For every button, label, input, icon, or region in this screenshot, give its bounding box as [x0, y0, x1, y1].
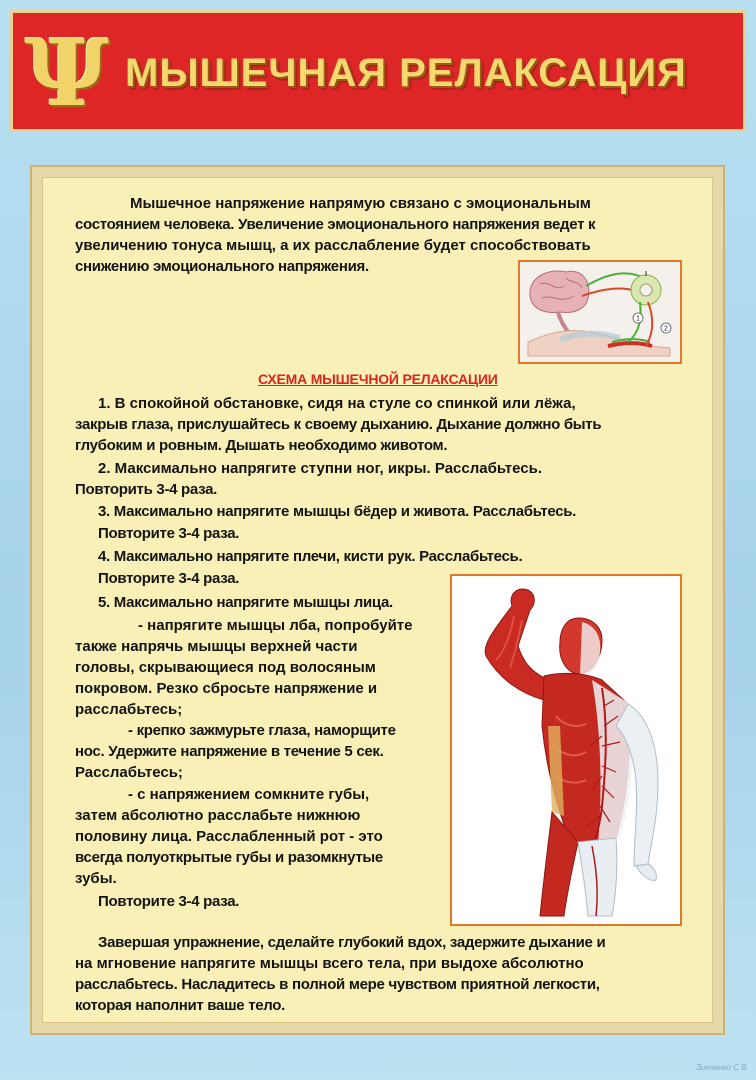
conclusion-line-2: на мгновение напрягите мышцы всего тела, при выдохе абсолютно — [75, 955, 584, 972]
intro-line-1: Мышечное напряжение напрямую связано с эмоциональным — [130, 195, 591, 212]
muscle-anatomy-drawing — [452, 576, 680, 924]
step5-line-5: покровом. Резко сбросьте напряжение и — [75, 680, 378, 697]
intro-line-4: снижению эмоционального напряжения. — [75, 258, 369, 275]
header-banner — [10, 10, 746, 132]
conclusion-line-3: расслабьтесь. Насладитесь в полной мере чувством приятной легкости, — [75, 976, 600, 993]
step2-line-2: Повторить 3-4 раза. — [75, 481, 218, 498]
step5-line-8: нос. Удержите напряжение в течение 5 сек. — [75, 743, 384, 760]
step5-line-3: также напрячь мышцы верхней части — [75, 638, 358, 655]
step5-line-11: затем абсолютно расслабьте нижнюю — [75, 807, 361, 824]
nervous-system-illustration — [518, 260, 682, 364]
step5-line-12: половину лица. Расслабленный рот - это — [75, 828, 383, 845]
intro-line-3: увеличению тонуса мышц, а их расслабление будет способствовать — [75, 237, 591, 254]
nervous-system-drawing — [520, 262, 680, 362]
step5-line-14: зубы. — [75, 870, 117, 887]
step5-line-7: - крепко зажмурьте глаза, наморщите — [128, 722, 396, 739]
step5-line-1: 5. Максимально напрягите мышцы лица. — [98, 594, 393, 611]
step4-line-1: 4. Максимально напрягите плечи, кисти рук. Расслабьтесь. — [98, 548, 523, 565]
step5-line-10: - с напряжением сомкните губы, — [128, 786, 370, 803]
conclusion-line-1: Завершая упражнение, сделайте глубокий вдох, задержите дыхание и — [98, 934, 606, 951]
step1-line-1: 1. В спокойной обстановке, сидя на стуле со спинкой или лёжа, — [98, 395, 576, 412]
step1-line-3: глубоким и ровным. Дышать необходимо животом. — [75, 437, 448, 454]
author-signature: Зинченко С.В. — [696, 1063, 749, 1072]
diagram-label-2: 2 — [664, 325, 668, 333]
step3-line-1: 3. Максимально напрягите мышцы бёдер и живота. Расслабьтесь. — [98, 503, 577, 520]
step5-line-13: всегда полуоткрытые губы и разомкнутые — [75, 849, 383, 866]
step3-line-2: Повторите 3-4 раза. — [98, 525, 240, 542]
step5-line-6: расслабьтесь; — [75, 701, 183, 718]
step5-line-15: Повторите 3-4 раза. — [98, 893, 240, 910]
intro-line-2: состоянием человека. Увеличение эмоционального напряжения ведет к — [75, 216, 596, 233]
psi-logo-icon: Ψ — [25, 19, 110, 127]
muscle-anatomy-illustration — [450, 574, 682, 926]
scheme-title: СХЕМА МЫШЕЧНОЙ РЕЛАКСАЦИИ — [258, 371, 498, 387]
step4-line-2: Повторите 3-4 раза. — [98, 570, 240, 587]
diagram-label-1: 1 — [636, 315, 640, 323]
conclusion-line-4: которая наполнит ваше тело. — [75, 997, 286, 1014]
step5-line-9: Расслабьтесь; — [75, 764, 183, 781]
step2-line-1: 2. Максимально напрягите ступни ног, икры. Расслабьтесь. — [98, 460, 542, 477]
step1-line-2: закрыв глаза, прислушайтесь к своему дыханию. Дыхание должно быть — [75, 416, 602, 433]
page-title: МЫШЕЧНАЯ РЕЛАКСАЦИЯ — [125, 51, 687, 95]
step5-line-2: - напрягите мышцы лба, попробуйте — [138, 617, 413, 634]
step5-line-4: головы, скрывающиеся под волосяным — [75, 659, 376, 676]
